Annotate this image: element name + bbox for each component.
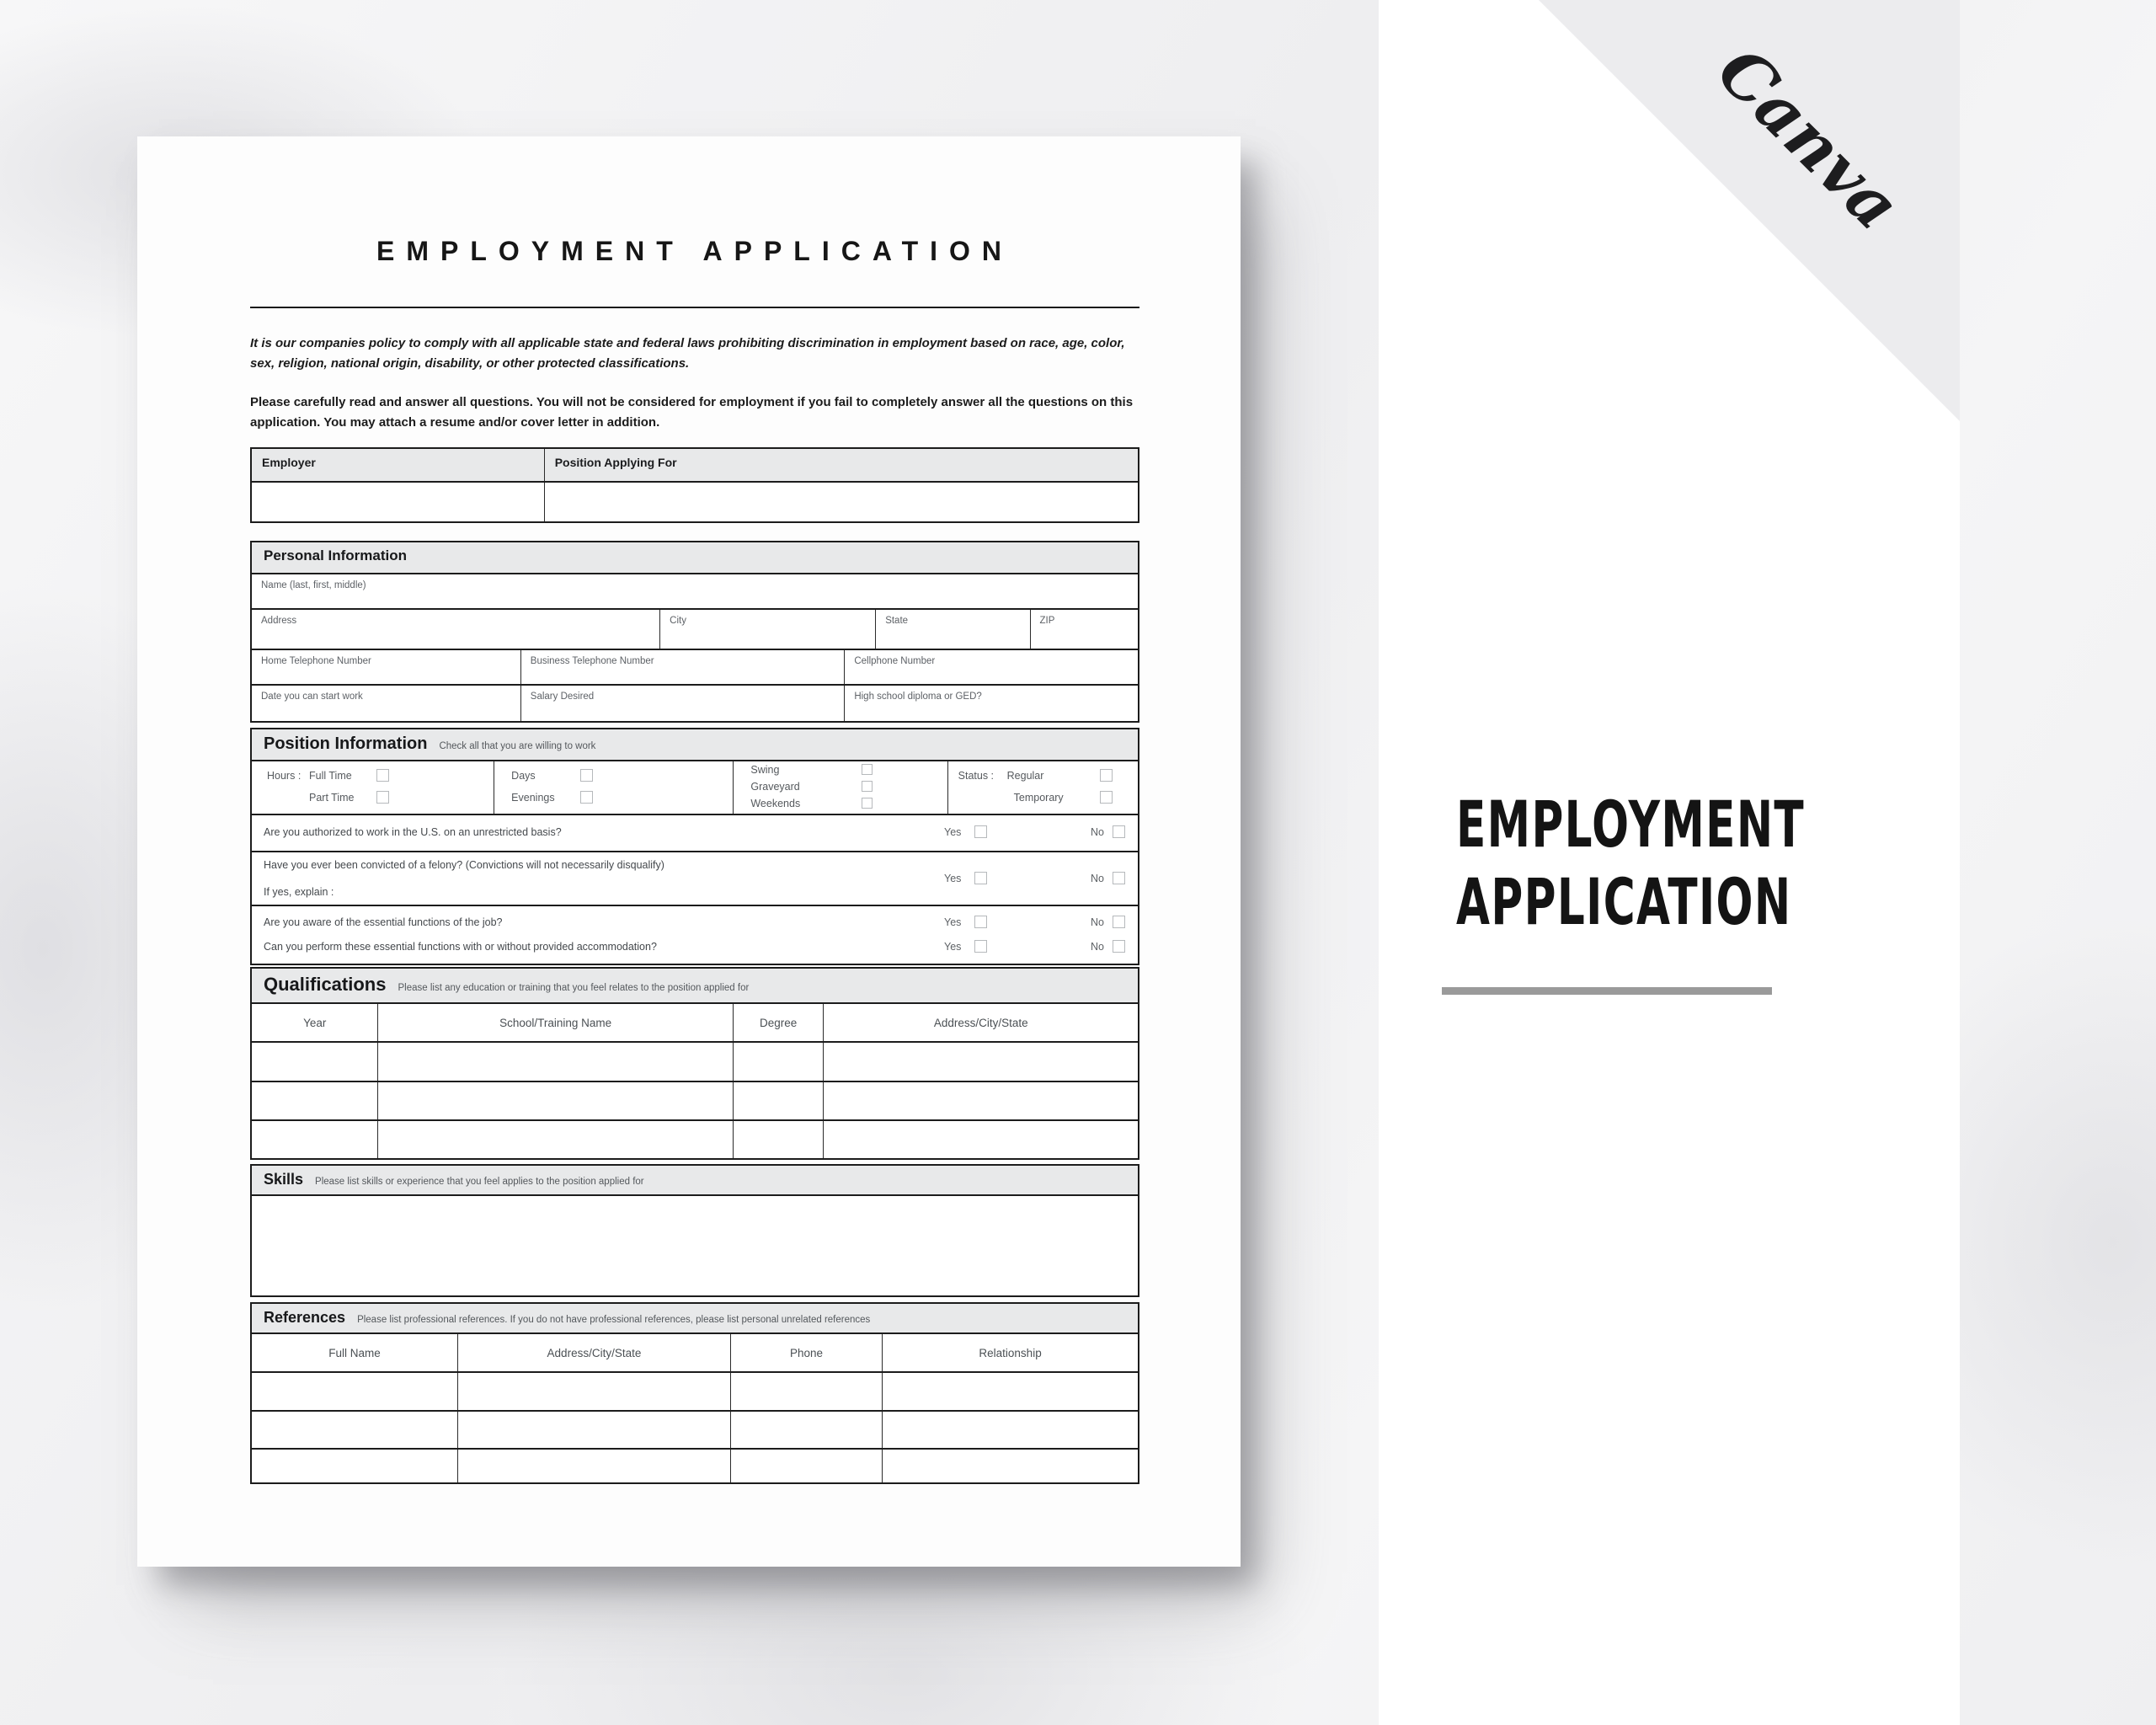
qual-address-input-cell[interactable] xyxy=(823,1043,1138,1081)
felony-explain-label: If yes, explain : xyxy=(264,886,334,898)
part-time-checkbox[interactable] xyxy=(376,791,389,804)
temporary-label: Temporary xyxy=(1013,792,1064,804)
shift-checkbox-row xyxy=(252,760,1138,814)
graveyard-checkbox[interactable] xyxy=(862,781,873,792)
evenings-checkbox[interactable] xyxy=(580,791,593,804)
skills-table xyxy=(250,1164,1139,1297)
ref-col-full-name: Full Name xyxy=(328,1346,381,1359)
ref-relationship-input-cell[interactable] xyxy=(882,1412,1138,1448)
qualifications-column-header-row xyxy=(252,1002,1138,1041)
perform-no-checkbox[interactable] xyxy=(1113,940,1125,953)
diploma-label: High school diploma or GED? xyxy=(854,692,982,702)
qual-year-input-cell[interactable] xyxy=(252,1082,377,1119)
ref-name-input-cell[interactable] xyxy=(252,1373,457,1410)
full-time-checkbox[interactable] xyxy=(376,769,389,782)
qual-address-input-cell[interactable] xyxy=(823,1121,1138,1158)
felony-question-cell xyxy=(252,852,1138,905)
days-label: Days xyxy=(511,770,536,782)
skills-title: Skills xyxy=(264,1171,304,1188)
part-time-label: Part Time xyxy=(309,792,355,804)
hours-label: Hours : xyxy=(267,770,302,782)
swing-checkbox[interactable] xyxy=(862,764,873,775)
references-subtitle: Please list professional references. If you do not have professional references, please list personal unrelated references xyxy=(357,1315,871,1325)
felony-no-label: No xyxy=(1091,873,1104,884)
swing-cell xyxy=(733,761,947,814)
qual-school-input-cell[interactable] xyxy=(377,1043,732,1081)
qualifications-data-row xyxy=(252,1081,1138,1119)
canva-ribbon xyxy=(1379,0,1960,1725)
ref-phone-input-cell[interactable] xyxy=(730,1450,882,1482)
employer-header-cell xyxy=(252,449,544,481)
start-date-label: Date you can start work xyxy=(261,692,363,702)
felony-question-row xyxy=(252,851,1138,905)
qualifications-table xyxy=(250,967,1139,1160)
skills-input-cell[interactable] xyxy=(252,1196,1138,1295)
aware-no-label: No xyxy=(1091,916,1104,928)
business-phone-label: Business Telephone Number xyxy=(530,656,654,666)
ref-address-input-cell[interactable] xyxy=(457,1412,730,1448)
state-input-cell[interactable] xyxy=(875,610,1029,649)
references-data-row xyxy=(252,1371,1138,1410)
ref-relationship-input-cell[interactable] xyxy=(882,1450,1138,1482)
weekends-label: Weekends xyxy=(750,798,801,809)
weekends-checkbox[interactable] xyxy=(862,798,873,809)
references-data-row xyxy=(252,1448,1138,1482)
qual-year-input-cell[interactable] xyxy=(252,1043,377,1081)
evenings-label: Evenings xyxy=(511,792,555,804)
ref-phone-input-cell[interactable] xyxy=(730,1373,882,1410)
regular-label: Regular xyxy=(1006,770,1044,782)
full-time-label: Full Time xyxy=(309,770,352,782)
essential-functions-cell xyxy=(252,906,1138,964)
position-applying-label: Position Applying For xyxy=(554,456,677,469)
home-phone-input-cell[interactable] xyxy=(252,650,520,684)
name-label: Name (last, first, middle) xyxy=(261,580,366,590)
perform-question: Can you perform these essential functions with or without provided accommodation? xyxy=(264,941,657,953)
references-title: References xyxy=(264,1309,346,1326)
ref-name-input-cell[interactable] xyxy=(252,1412,457,1448)
form-content xyxy=(250,136,1139,1484)
qual-col-address: Address/City/State xyxy=(823,1004,1138,1041)
phones-row xyxy=(252,649,1138,684)
personal-info-title: Personal Information xyxy=(264,547,408,563)
ref-col-phone: Phone xyxy=(730,1334,882,1371)
city-input-cell[interactable] xyxy=(659,610,875,649)
page-title: EMPLOYMENT APPLICATION xyxy=(376,236,1013,266)
felony-yes-label: Yes xyxy=(944,873,962,884)
authorized-no-checkbox[interactable] xyxy=(1113,825,1125,838)
employer-table xyxy=(250,447,1139,523)
status-label: Status : xyxy=(958,770,995,782)
qual-school-input-cell[interactable] xyxy=(377,1121,732,1158)
ref-relationship-input-cell[interactable] xyxy=(882,1373,1138,1410)
qualifications-data-row xyxy=(252,1119,1138,1158)
qualifications-header xyxy=(252,969,1138,1002)
listing-side-panel xyxy=(1379,0,1960,1725)
side-heading-divider xyxy=(1442,987,1772,995)
perform-yes-checkbox[interactable] xyxy=(974,940,987,953)
references-header xyxy=(252,1304,1138,1332)
qual-degree-input-cell[interactable] xyxy=(733,1121,824,1158)
felony-yes-checkbox[interactable] xyxy=(974,872,987,884)
qualifications-title: Qualifications xyxy=(264,974,387,995)
employer-header-row xyxy=(252,449,1138,481)
qual-col-degree: Degree xyxy=(733,1004,824,1041)
instructions-statement: Please carefully read and answer all questions. You will not be considered for employment if you fail to completely answer all the questions on this application. You may attach a resume and/or cover letter in addition. xyxy=(250,395,1134,430)
authorized-yes-label: Yes xyxy=(944,826,962,838)
qualifications-subtitle: Please list any education or training that you feel relates to the position applied for xyxy=(398,983,750,993)
name-row xyxy=(252,573,1138,608)
city-label: City xyxy=(670,616,686,626)
qual-col-year: Year xyxy=(303,1016,327,1029)
qualifications-data-row xyxy=(252,1041,1138,1081)
authorized-no-label: No xyxy=(1091,826,1104,838)
zip-input-cell[interactable] xyxy=(1030,610,1139,649)
title-divider xyxy=(250,307,1139,308)
references-table xyxy=(250,1302,1139,1484)
zip-label: ZIP xyxy=(1039,616,1055,626)
aware-yes-label: Yes xyxy=(944,916,962,928)
temporary-checkbox[interactable] xyxy=(1100,791,1113,804)
aware-yes-checkbox[interactable] xyxy=(974,916,987,928)
position-header-cell xyxy=(544,449,1138,481)
skills-subtitle: Please list skills or experience that you feel applies to the position applied for xyxy=(315,1177,644,1187)
employer-label: Employer xyxy=(262,456,316,469)
ref-name-input-cell[interactable] xyxy=(252,1450,457,1482)
ref-address-input-cell[interactable] xyxy=(457,1450,730,1482)
qual-address-input-cell[interactable] xyxy=(823,1082,1138,1119)
authorized-yes-checkbox[interactable] xyxy=(974,825,987,838)
aware-question: Are you aware of the essential functions of the job? xyxy=(264,916,503,928)
qual-school-input-cell[interactable] xyxy=(377,1082,732,1119)
qual-degree-input-cell[interactable] xyxy=(733,1082,824,1119)
state-label: State xyxy=(885,616,909,626)
qual-col-school: School/Training Name xyxy=(377,1004,732,1041)
name-input-cell[interactable] xyxy=(252,574,1138,608)
hours-cell xyxy=(252,761,494,814)
felony-no-checkbox[interactable] xyxy=(1113,872,1125,884)
application-form-page xyxy=(137,136,1241,1567)
diploma-input-cell[interactable] xyxy=(844,686,1138,721)
cell-phone-label: Cellphone Number xyxy=(854,656,936,666)
authorized-question-cell xyxy=(252,815,1138,851)
days-checkbox[interactable] xyxy=(580,769,593,782)
ref-address-input-cell[interactable] xyxy=(457,1373,730,1410)
business-phone-input-cell[interactable] xyxy=(520,650,845,684)
authorized-question: Are you authorized to work in the U.S. on an unrestricted basis? xyxy=(264,826,562,838)
cell-phone-input-cell[interactable] xyxy=(844,650,1138,684)
perform-yes-label: Yes xyxy=(944,941,962,953)
personal-info-table xyxy=(250,541,1139,723)
swing-label: Swing xyxy=(750,764,780,776)
ref-phone-input-cell[interactable] xyxy=(730,1412,882,1448)
skills-header xyxy=(252,1166,1138,1194)
position-info-table xyxy=(250,728,1139,965)
felony-question: Have you ever been convicted of a felony? (Convictions will not necessarily disqualify) xyxy=(264,859,664,871)
regular-checkbox[interactable] xyxy=(1100,769,1113,782)
ref-col-address: Address/City/State xyxy=(457,1334,730,1371)
ref-col-relationship: Relationship xyxy=(882,1334,1138,1371)
skills-input-row xyxy=(252,1194,1138,1295)
personal-info-header xyxy=(252,542,1138,573)
employer-input-row xyxy=(252,481,1138,521)
salary-label: Salary Desired xyxy=(530,692,595,702)
policy-statement: It is our companies policy to comply with all applicable state and federal laws prohibiting discrimination in employment based on race, age, color, sex, religion, national origin, disability, or other protected classifications. xyxy=(250,336,1125,371)
address-input-cell[interactable] xyxy=(252,610,659,649)
references-data-row xyxy=(252,1410,1138,1448)
position-info-header xyxy=(252,729,1138,760)
graveyard-label: Graveyard xyxy=(750,781,800,793)
perform-no-label: No xyxy=(1091,941,1104,953)
employer-input-cell[interactable] xyxy=(252,483,544,521)
days-cell xyxy=(494,761,733,814)
essential-functions-row xyxy=(252,905,1138,964)
side-heading-line2: APPLICATION xyxy=(1456,864,1792,939)
salary-input-cell[interactable] xyxy=(520,686,845,721)
authorized-question-row xyxy=(252,814,1138,851)
status-cell xyxy=(947,761,1138,814)
position-info-subtitle: Check all that you are willing to work xyxy=(439,741,596,751)
home-phone-label: Home Telephone Number xyxy=(261,656,371,666)
side-heading-line1: EMPLOYMENT xyxy=(1456,787,1806,862)
address-row xyxy=(252,608,1138,649)
qual-degree-input-cell[interactable] xyxy=(733,1043,824,1081)
address-label: Address xyxy=(261,616,297,626)
canva-ribbon-label: Canva xyxy=(1702,32,1915,245)
qual-year-input-cell[interactable] xyxy=(252,1121,377,1158)
position-info-title: Position Information xyxy=(264,734,428,753)
aware-no-checkbox[interactable] xyxy=(1113,916,1125,928)
start-date-input-cell[interactable] xyxy=(252,686,520,721)
references-column-header-row xyxy=(252,1332,1138,1371)
start-salary-row xyxy=(252,684,1138,721)
position-input-cell[interactable] xyxy=(544,483,1138,521)
